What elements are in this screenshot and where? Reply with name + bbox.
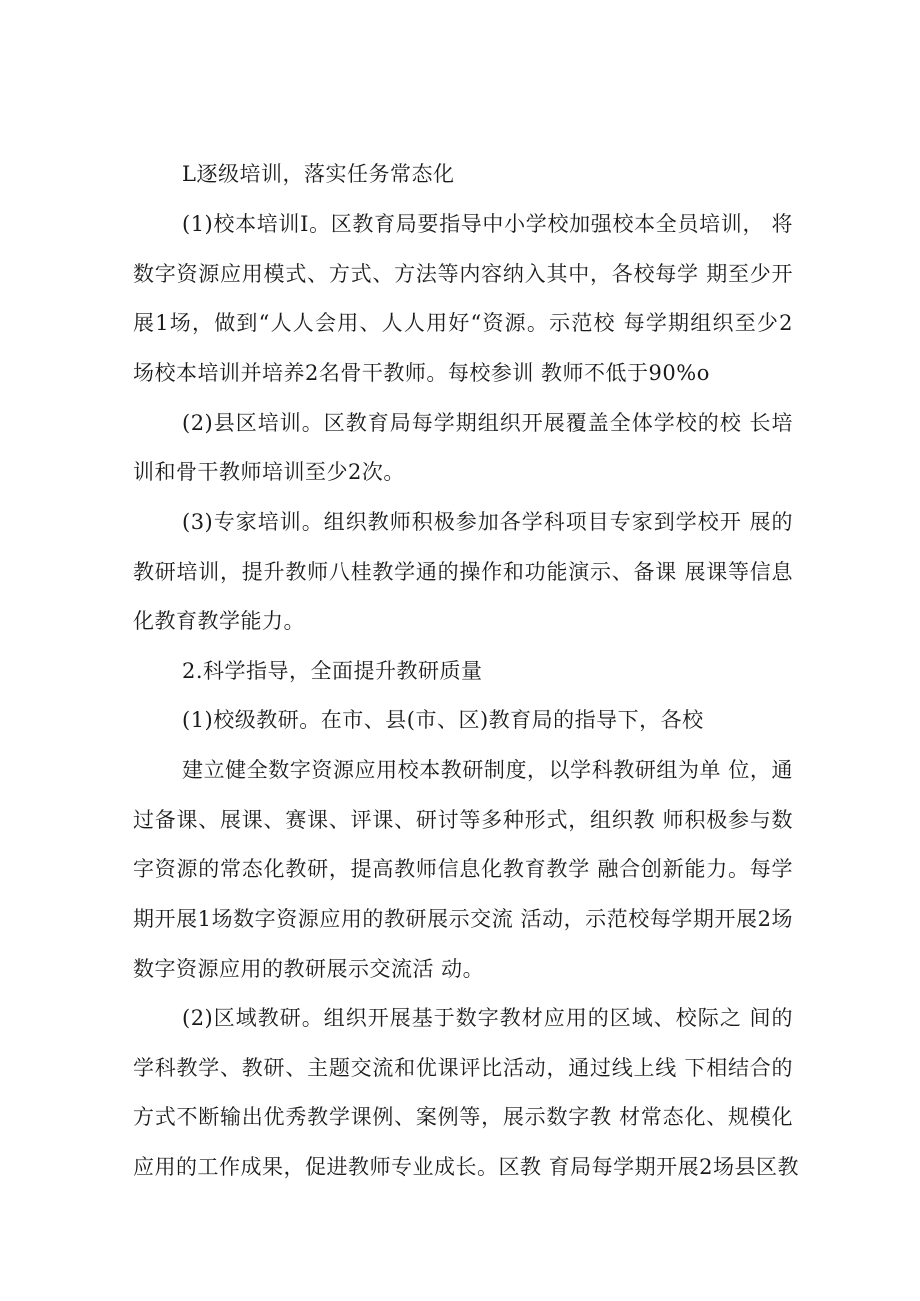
paragraph-line: (2)区域教研。组织开展基于数字教材应用的区域、校际之 间的 [182,1006,793,1030]
paragraph-line: 期开展1场数字资源应用的教研展示交流 活动，示范校每学期开展2场 [133,907,793,931]
paragraph-line: (1)校级教研。在市、县(市、区)教育局的指导下，各校 [182,708,704,732]
paragraph-line: 应用的工作成果，促进教师专业成长。区教 育局每学期开展2场县区教 [133,1155,800,1179]
paragraph-line: 字资源的常态化教研，提高教师信息化教育教学 融合创新能力。每学 [133,857,793,881]
paragraph-line: 过备课、展课、赛课、评课、研讨等多种形式，组织教 师积极参与数 [133,808,793,832]
paragraph-line: 学科教学、教研、主题交流和优课评比活动，通过线上线 下相结合的 [133,1056,793,1080]
paragraph-line: (3)专家培训。组织教师积极参加各学科项目专家到学校开 展的 [182,510,793,534]
section-heading-2: 2.科学指导，全面提升教研质量 [182,659,483,683]
paragraph-line: 数字资源应用的教研展示交流活 动。 [133,957,485,981]
paragraph-line: 场校本培训并培养2名骨干教师。每校参训 教师不低于90%o [133,361,710,385]
paragraph-line: 建立健全数字资源应用校本教研制度，以学科教研组为单 位，通 [182,758,793,782]
section-heading-1: L逐级培训，落实任务常态化 [182,162,455,186]
paragraph-line: (1)校本培训I。区教育局要指导中小学校加强校本全员培训， 将 [182,212,793,236]
paragraph-line: 展1场，做到“人人会用、人人用好“资源。示范校 每学期组织至少2 [133,311,793,335]
paragraph-line: 教研培训，提升教师八桂教学通的操作和功能演示、备课 展课等信息 [133,560,793,584]
paragraph-line: 数字资源应用模式、方式、方法等内容纳入其中，各校每学 期至少开 [133,262,793,286]
paragraph-line: 化教育教学能力。 [133,609,305,633]
paragraph-line: 方式不断输出优秀教学课例、案例等，展示数字教 材常态化、规模化 [133,1105,793,1129]
paragraph-line: (2)县区培训。区教育局每学期组织开展覆盖全体学校的校 长培 [182,411,793,435]
paragraph-line: 训和骨干教师培训至少2次。 [133,460,405,484]
